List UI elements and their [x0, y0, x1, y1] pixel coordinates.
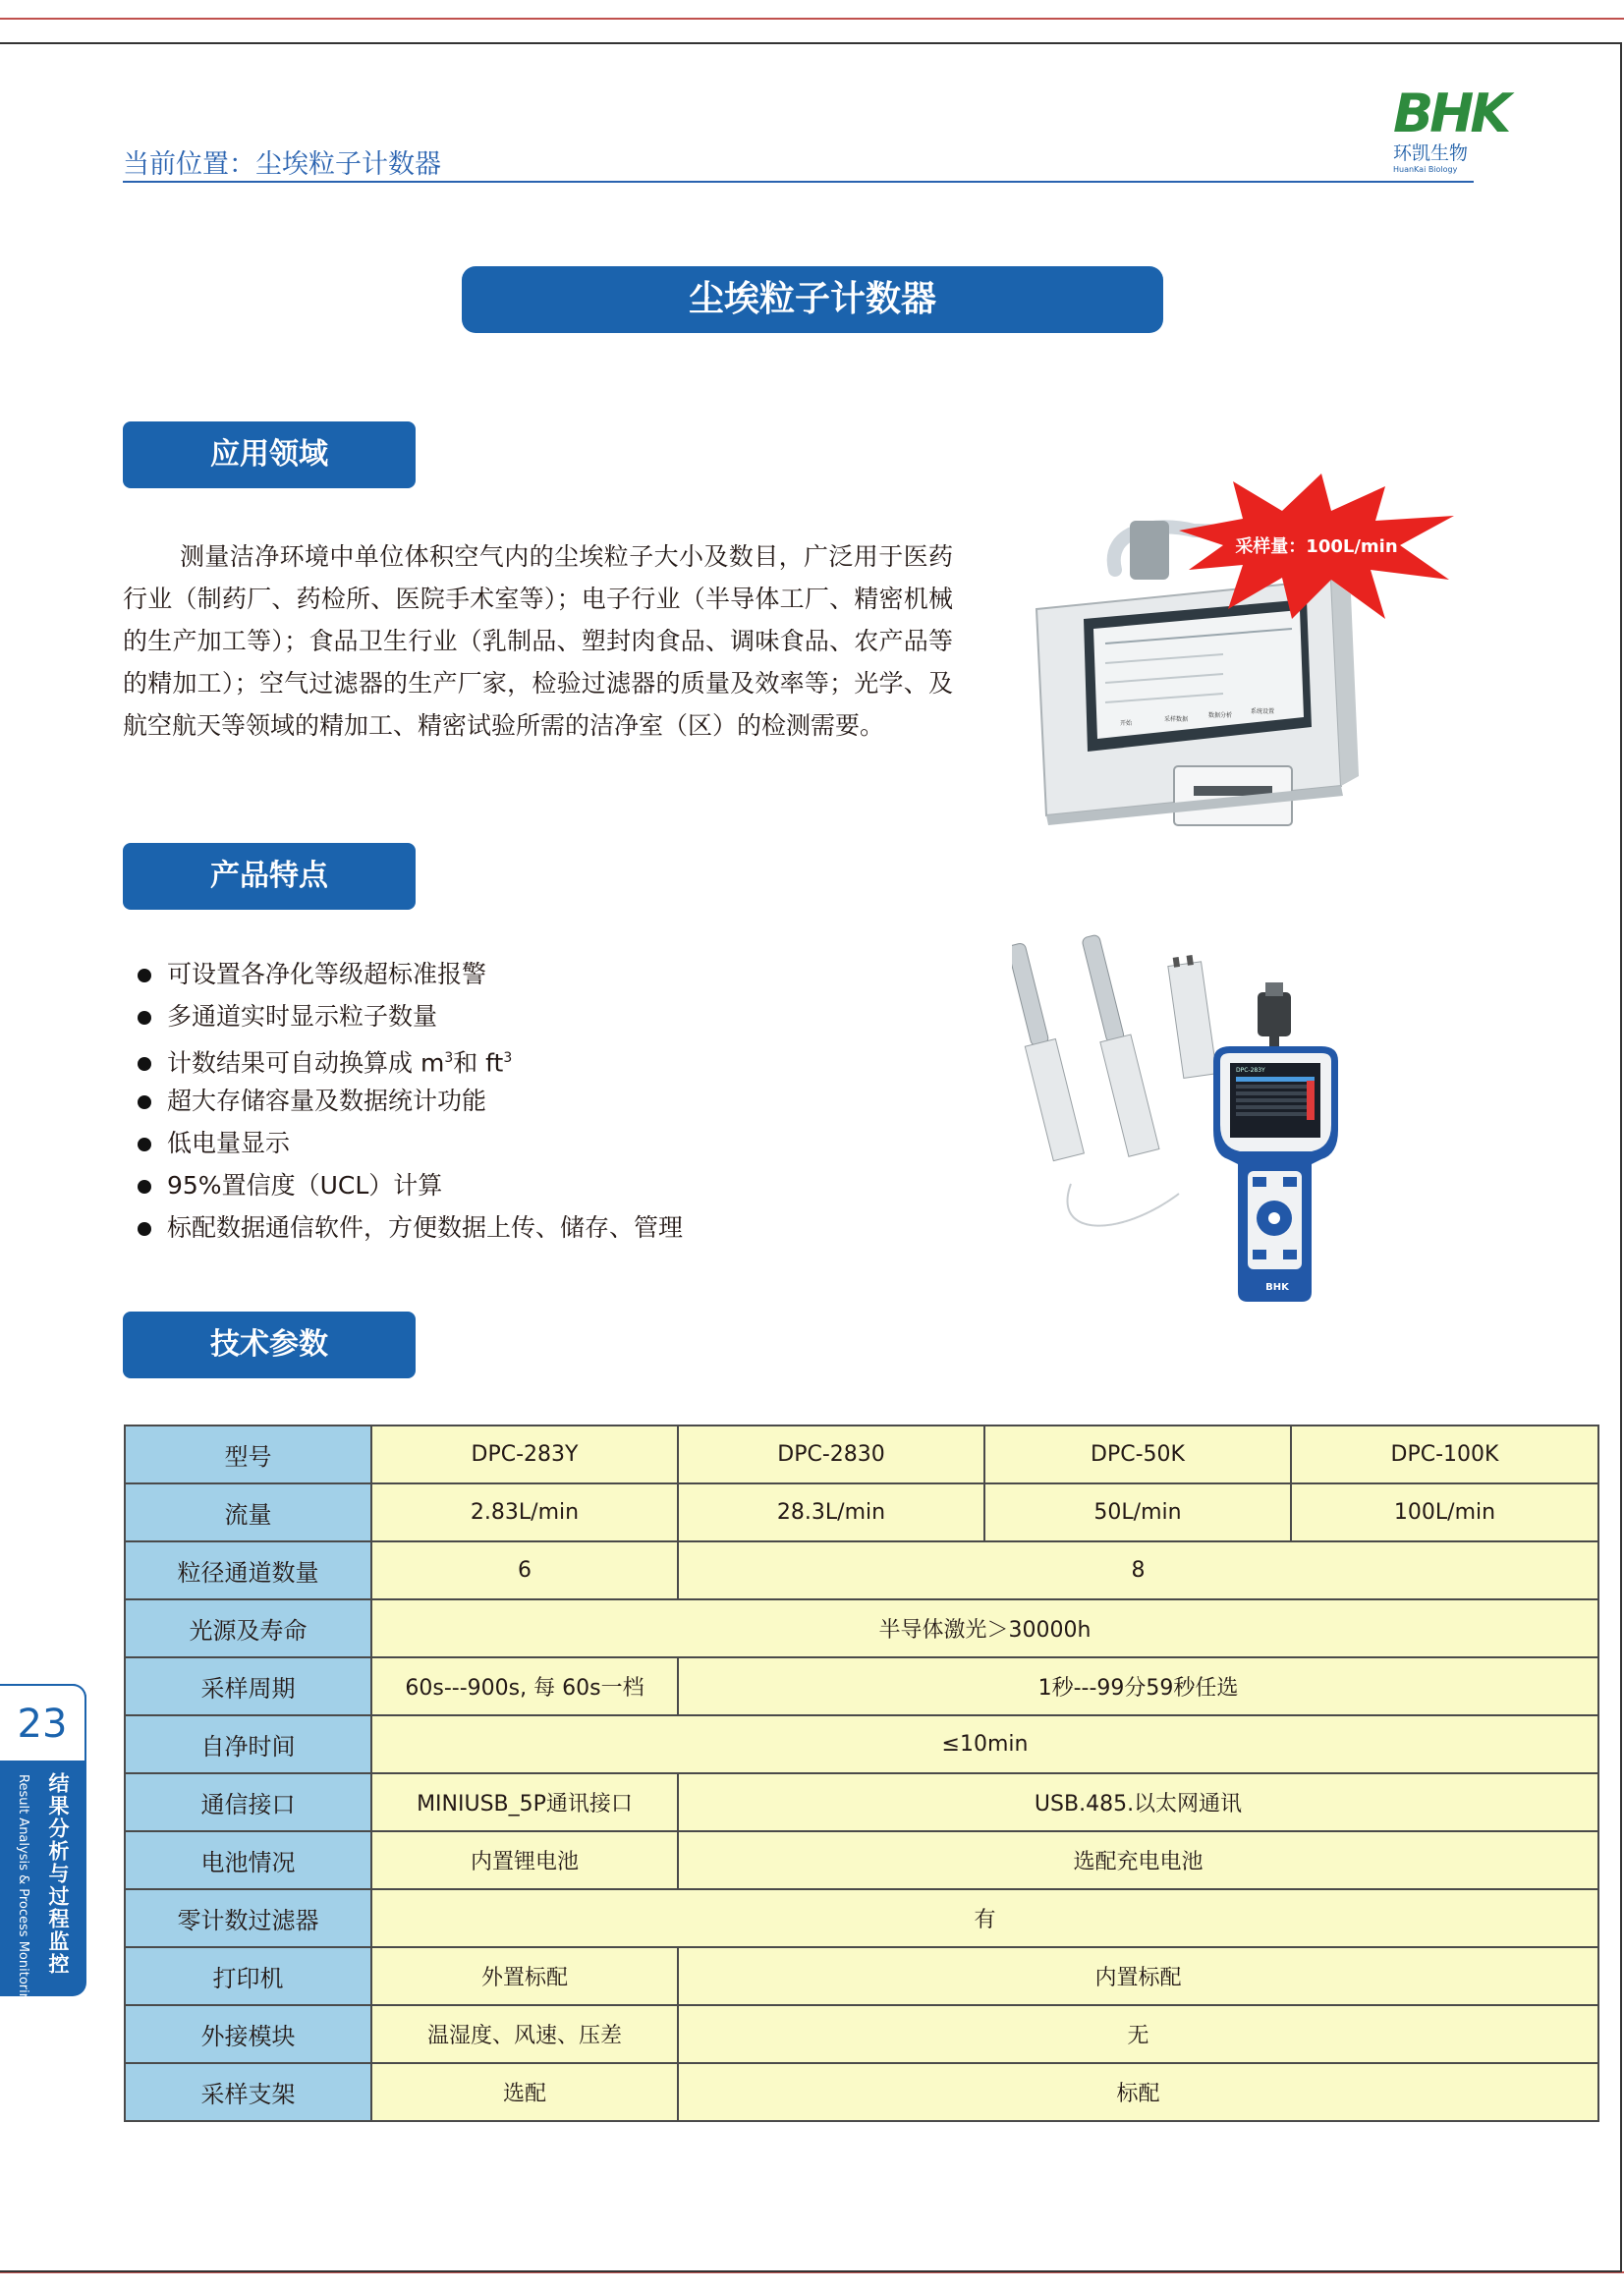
table-cell: ≤10min	[371, 1715, 1598, 1773]
table-cell: 标配	[678, 2063, 1598, 2121]
table-cell: 半导体激光＞30000h	[371, 1599, 1598, 1657]
table-cell: DPC-2830	[678, 1426, 984, 1483]
bullet-icon	[138, 1011, 151, 1025]
handheld-brand: BHK	[1265, 1282, 1289, 1293]
table-cell: 1秒---99分59秒任选	[678, 1657, 1598, 1715]
table-cell: 无	[678, 2005, 1598, 2063]
top-rule	[0, 18, 1624, 20]
table-cell: DPC-283Y	[371, 1426, 678, 1483]
table-cell: 温湿度、风速、压差	[371, 2005, 678, 2063]
row-label: 流量	[125, 1483, 371, 1541]
section-heading-features: 产品特点	[123, 843, 416, 910]
table-cell: 内置标配	[678, 1947, 1598, 2005]
table-cell: 内置锂电池	[371, 1831, 678, 1889]
bullet-icon	[138, 1180, 151, 1194]
bullet-icon	[138, 969, 151, 982]
table-cell: 外置标配	[371, 1947, 678, 2005]
table-row	[125, 1889, 1598, 1947]
screen-tab-2: 采样数据	[1164, 716, 1189, 723]
table-cell: 60s---900s, 每 60s一档	[371, 1657, 678, 1715]
table-cell: MINIUSB_5P通讯接口	[371, 1773, 678, 1831]
application-paragraph: 测量洁净环境中单位体积空气内的尘埃粒子大小及数目，广泛用于医药行业（制药厂、药检所、医院手术室等）；电子行业（半导体工厂、精密机械的生产加工等）；食品卫生行业（乳制品、塑封肉食品、调味食品、农产品等的精加工）；空气过滤器的生产厂家，检验过滤器的质量及效率等；光学、及航空航天等领域的精加工、精密试验所需的洁净室（区）的检测需要。	[123, 542, 953, 740]
side-label-en: Result Analysis & Process Monitoring	[16, 1774, 30, 2010]
table-row	[125, 1599, 1598, 1657]
table-row	[125, 1483, 1598, 1541]
table-cell: 100L/min	[1291, 1483, 1598, 1541]
section-heading-application: 应用领域	[123, 421, 416, 488]
header-divider	[123, 181, 1474, 183]
company-logo	[1393, 83, 1508, 177]
feature-item: 可设置各净化等级超标准报警	[138, 953, 683, 995]
table-row	[125, 1773, 1598, 1831]
table-cell: 2.83L/min	[371, 1483, 678, 1541]
feature-item: 低电量显示	[138, 1122, 683, 1164]
table-row	[125, 1657, 1598, 1715]
logo-cn-text: 环凯生物	[1393, 142, 1469, 164]
feature-list	[138, 953, 683, 1249]
handheld-screen-title: DPC-283Y	[1236, 1067, 1265, 1074]
row-label: 粒径通道数量	[125, 1541, 371, 1599]
badge-text: 采样量：100L/min	[1235, 536, 1398, 557]
feature-item: 计数结果可自动换算成 $m^3$和 $ft^3$	[138, 1037, 683, 1080]
table-cell: 选配充电电池	[678, 1831, 1598, 1889]
row-label: 采样周期	[125, 1657, 371, 1715]
bullet-icon	[138, 1095, 151, 1109]
section-heading-specs: 技术参数	[123, 1312, 416, 1378]
table-row	[125, 1715, 1598, 1773]
table-cell: 28.3L/min	[678, 1483, 984, 1541]
table-row	[125, 1541, 1598, 1599]
feature-item: 标配数据通信软件，方便数据上传、储存、管理	[138, 1206, 683, 1249]
table-cell: 选配	[371, 2063, 678, 2121]
table-cell: 50L/min	[984, 1483, 1291, 1541]
row-label: 零计数过滤器	[125, 1889, 371, 1947]
table-cell: DPC-50K	[984, 1426, 1291, 1483]
side-label-cn: 结果分析与过程监控	[46, 1772, 70, 1976]
screen-tab-4: 系统设置	[1251, 708, 1275, 715]
row-label: 自净时间	[125, 1715, 371, 1773]
table-row	[125, 1831, 1598, 1889]
feature-item: 多通道实时显示粒子数量	[138, 995, 683, 1037]
row-label: 电池情况	[125, 1831, 371, 1889]
table-row	[125, 2005, 1598, 2063]
row-label: 外接模块	[125, 2005, 371, 2063]
feature-item: 95%置信度（UCL）计算	[138, 1164, 683, 1206]
table-row	[125, 1947, 1598, 2005]
page-title: 尘埃粒子计数器	[462, 266, 1163, 333]
feature-item: 超大存储容量及数据统计功能	[138, 1080, 683, 1122]
handheld-counter-image	[1012, 923, 1385, 1307]
table-row	[125, 2063, 1598, 2121]
table-cell: 6	[371, 1541, 678, 1599]
row-label: 型号	[125, 1426, 371, 1483]
bullet-icon	[138, 1138, 151, 1151]
breadcrumb[interactable]: 当前位置：尘埃粒子计数器	[123, 149, 441, 180]
bullet-icon	[138, 1057, 151, 1071]
table-cell: DPC-100K	[1291, 1426, 1598, 1483]
spec-table	[124, 1425, 1599, 2122]
logo-en-text: HuanKai Biology	[1393, 165, 1458, 174]
screen-tab-3: 数据分析	[1208, 712, 1233, 719]
table-cell: USB.485.以太网通讯	[678, 1773, 1598, 1831]
logo-mark: BHK	[1393, 83, 1508, 144]
row-label: 通信接口	[125, 1773, 371, 1831]
table-row	[125, 1426, 1598, 1483]
table-cell: 有	[371, 1889, 1598, 1947]
page-number: 23	[0, 1684, 86, 1762]
row-label: 打印机	[125, 1947, 371, 2005]
row-label: 光源及寿命	[125, 1599, 371, 1657]
screen-tab-1: 开始	[1120, 720, 1133, 727]
table-cell: 8	[678, 1541, 1598, 1599]
sampling-badge	[1174, 472, 1459, 624]
row-label: 采样支架	[125, 2063, 371, 2121]
bullet-icon	[138, 1222, 151, 1236]
